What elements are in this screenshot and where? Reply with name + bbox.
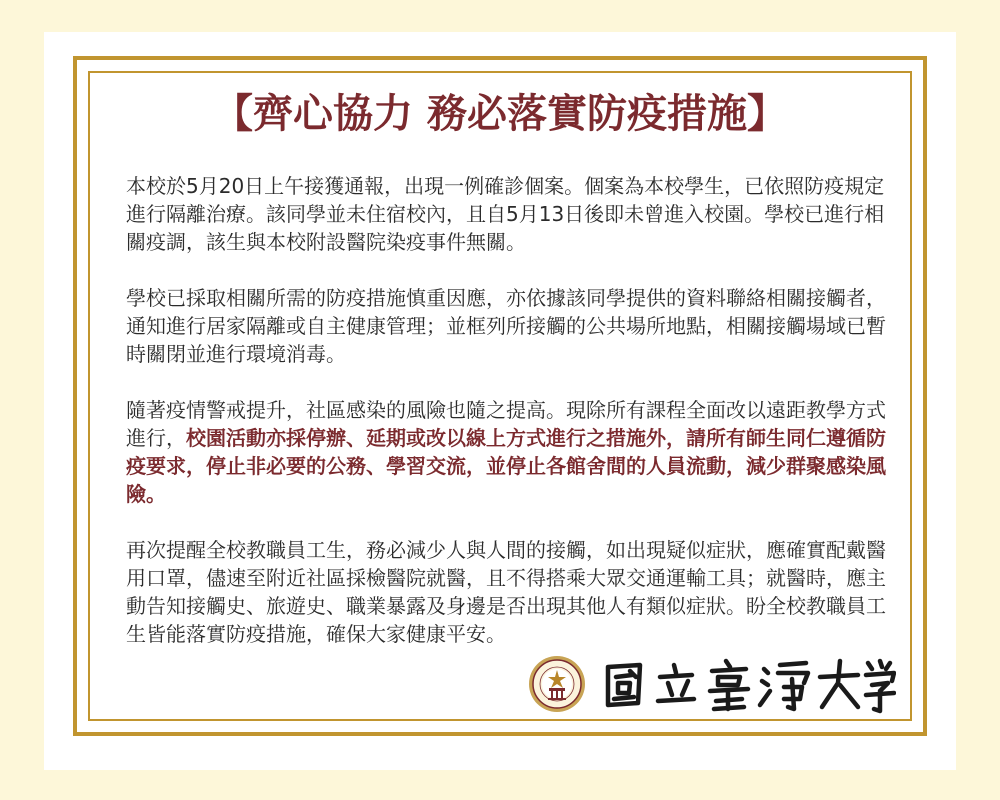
university-seal-icon — [528, 655, 586, 713]
paragraph-4: 再次提醒全校教職員工生，務必減少人與人間的接觸，如出現疑似症狀，應確實配戴醫用口罩，儘速至附近社區採檢醫院就醫，且不得搭乘大眾交通運輸工具；就醫時，應主動告知接觸史、旅遊史、職業暴露及身邊是否出現其他人有類似症狀。盼全校教職員工生皆能落實防疫措施，確保大家健康平安。 — [126, 538, 886, 646]
paragraph-2: 學校已採取相關所需的防疫措施慎重因應，亦依據該同學提供的資料聯絡相關接觸者，通知進行居家隔離或自主健康管理；並框列所接觸的公共場所地點，相關接觸場域已暫時關閉並進行環境消毒。 — [126, 286, 886, 366]
paragraph-3-intro: 隨著疫情警戒提升，社區感染的風險也隨之提高。現除所有課程全面改以遠距教學方式進行， — [126, 398, 886, 450]
university-signature-calligraphy — [596, 653, 896, 717]
notice-title: 【齊心協力 務必落實防疫措施】 — [213, 90, 787, 137]
paragraph-3 — [126, 396, 886, 508]
notice-body — [126, 172, 886, 676]
paragraph-3-highlight: 校園活動亦採停辦、延期或改以線上方式進行之措施外，請所有師生同仁遵循防疫要求，停止非必要的公務、學習交流，並停止各館舍間的人員流動，減少群聚感染風險。 — [126, 426, 886, 506]
paragraph-1: 本校於5月20日上午接獲通報，出現一例確診個案。個案為本校學生，已依照防疫規定進行隔離治療。該同學並未住宿校內，且自5月13日後即未曾進入校園。學校已進行相關疫調，該生與本校附設醫院染疫事件無關。 — [126, 174, 885, 254]
